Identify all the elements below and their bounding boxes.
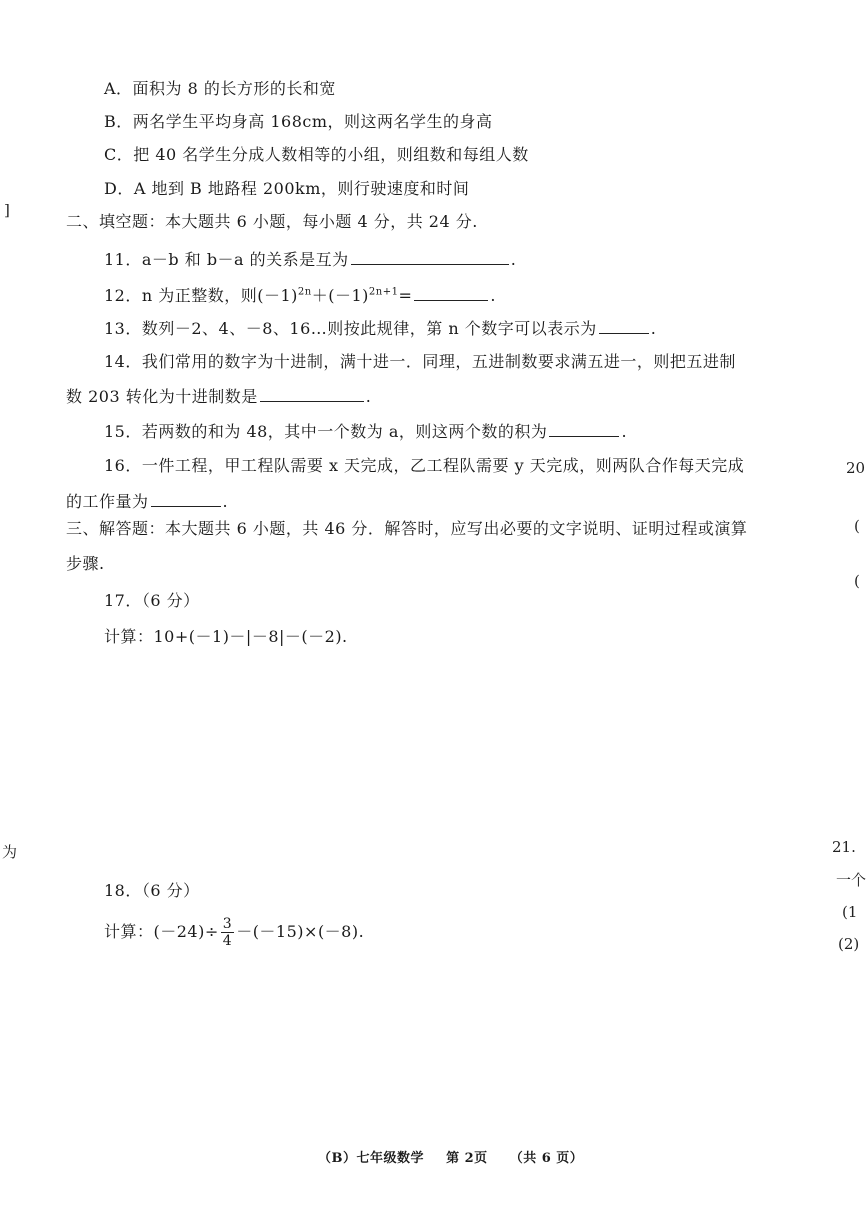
question-17-expression: 计算：10+(－1)－|－8|－(－2). xyxy=(104,627,348,646)
option-b: B．两名学生平均身高 168cm，则这两名学生的身高 xyxy=(104,112,493,131)
question-12-end: . xyxy=(490,286,496,305)
answer-blank[interactable] xyxy=(414,284,488,301)
footer-page-number: 第 2页 xyxy=(446,1151,488,1166)
question-12-exponent-2: 2n+1 xyxy=(368,286,399,298)
right-edge-fragment-2: ( xyxy=(854,517,860,535)
right-edge-fragment-5: 一个 xyxy=(836,871,866,889)
answer-blank[interactable] xyxy=(260,385,364,402)
question-18-suffix: －(－15)×(－8). xyxy=(236,922,365,941)
fraction-denominator: 4 xyxy=(222,933,233,949)
footer-total-pages: （共 6 页） xyxy=(509,1151,584,1166)
option-a: A．面积为 8 的长方形的长和宽 xyxy=(104,79,336,98)
question-15-end: . xyxy=(621,422,628,441)
question-17-title: 17．（6 分） xyxy=(104,591,200,610)
question-12-prefix: 12．n 为正整数，则(－1) xyxy=(104,286,298,305)
answer-blank[interactable] xyxy=(151,490,221,507)
question-11 xyxy=(104,248,516,271)
fraction-numerator: 3 xyxy=(222,916,233,932)
question-12-equals: = xyxy=(398,286,413,305)
question-14-line-2 xyxy=(66,385,371,408)
question-16-line-2 xyxy=(66,490,228,513)
question-16-text: 的工作量为 xyxy=(66,492,149,511)
section-3-heading-line-1: 三、解答题：本大题共 6 小题，共 46 分．解答时，应写出必要的文字说明、证明过程或演算 xyxy=(66,519,748,538)
option-c: C．把 40 名学生分成人数相等的小组，则组数和每组人数 xyxy=(104,145,529,164)
footer-label: （B）七年级数学 xyxy=(318,1151,424,1166)
right-edge-fragment-7: (2) xyxy=(838,935,860,953)
question-18-expression xyxy=(104,914,364,950)
question-11-end: . xyxy=(510,250,517,269)
question-18-prefix: 计算：(－24)÷ xyxy=(104,922,219,941)
right-edge-fragment-6: (1 xyxy=(842,903,858,921)
question-12 xyxy=(104,284,496,307)
question-12-exponent-1: 2n xyxy=(297,286,312,298)
question-13 xyxy=(104,317,656,340)
right-edge-fragment-1: 20 xyxy=(846,459,866,477)
question-18-title: 18．（6 分） xyxy=(104,881,200,900)
left-edge-fragment-2: 为 xyxy=(2,843,18,861)
option-d: D．A 地到 B 地路程 200km，则行驶速度和时间 xyxy=(104,179,470,198)
question-15 xyxy=(104,420,627,443)
right-edge-fragment-4: 21. xyxy=(832,838,856,856)
fraction xyxy=(221,916,234,949)
question-11-text: 11．a－b 和 b－a 的关系是互为 xyxy=(104,250,349,269)
question-15-text: 15．若两数的和为 48，其中一个数为 a，则这两个数的积为 xyxy=(104,422,548,441)
page-footer xyxy=(318,1148,583,1170)
left-edge-fragment-1: ] xyxy=(4,201,10,219)
question-14-text: 数 203 转化为十进制数是 xyxy=(66,387,258,406)
question-14-line-1: 14．我们常用的数字为十进制，满十进一．同理，五进制数要求满五进一，则把五进制 xyxy=(104,352,736,371)
answer-blank[interactable] xyxy=(549,420,619,437)
question-13-end: . xyxy=(650,319,657,338)
question-16-line-1: 16．一件工程，甲工程队需要 x 天完成，乙工程队需要 y 天完成，则两队合作每天完成 xyxy=(104,456,745,475)
question-14-end: . xyxy=(365,387,372,406)
question-12-mid: ＋(－1) xyxy=(311,286,369,305)
answer-blank[interactable] xyxy=(599,317,649,334)
section-2-heading: 二、填空题：本大题共 6 小题，每小题 4 分，共 24 分. xyxy=(66,212,478,231)
section-3-heading-line-2: 步骤. xyxy=(66,554,105,573)
question-16-end: . xyxy=(222,492,229,511)
question-13-text: 13．数列－2、4、－8、16…则按此规律，第 n 个数字可以表示为 xyxy=(104,319,597,338)
answer-blank[interactable] xyxy=(351,248,509,265)
right-edge-fragment-3: ( xyxy=(854,572,860,590)
